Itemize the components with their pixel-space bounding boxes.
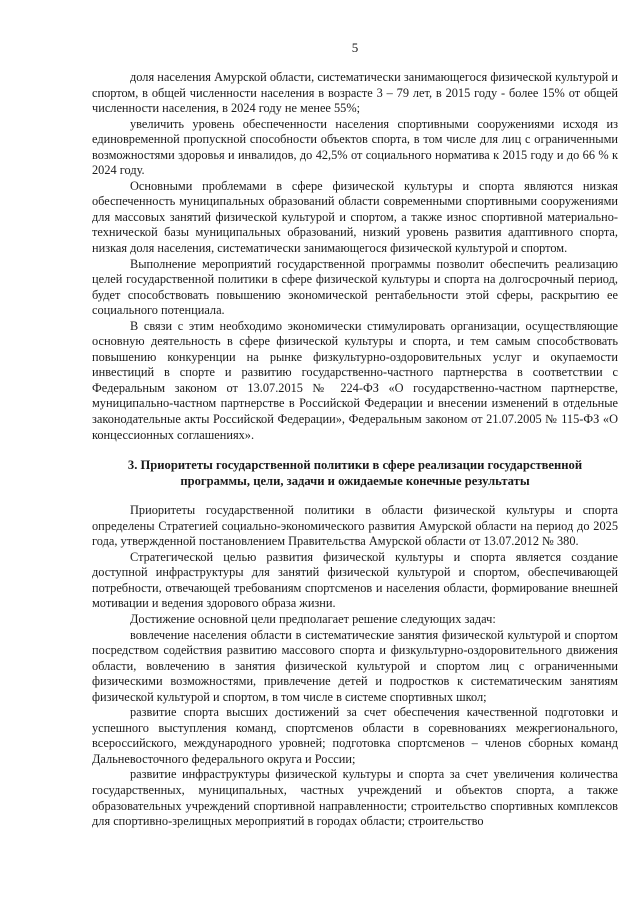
paragraph-priorities-strategy: Приоритеты государственной политики в области физической культуры и спорта определены Стратегией социально-экономического развития Амурской области на период до 2025 года, утвержденной постановлением Правительства Амурской области от 13.07.2012 № 380.: [92, 503, 618, 549]
paragraph-main-problems: Основными проблемами в сфере физической культуры и спорта являются низкая обеспеченность муниципальных образований области современными спортивными сооружениями для массовых занятий физической культурой и спортом, а также износ спортивной материально-технической базы муниципальных образований, низкий уровень развития адаптивного спорта, низкая доля населения, систематически занимающегося физической культурой и спортом.: [92, 178, 618, 256]
paragraph-task-mass-sport: вовлечение населения области в систематические занятия физической культурой и спортом посредством содействия развитию массового спорта и физкультурно-оздоровительного движения области, вовлечению в занятия физической культурой и спортом лиц с ограниченными физическими возможностями, привлечение детей и подростков к систематическим занятиям физической культурой и спортом, в том числе в системе спортивных школ;: [92, 627, 618, 704]
intro-section: [92, 70, 618, 443]
section-heading: 3. Приоритеты государственной политики в сфере реализации государственной программы, цели, задачи и ожидаемые конечные результаты: [127, 458, 583, 489]
paragraph-facilities-level: увеличить уровень обеспеченности населения спортивными сооружениями исходя из единовременной пропускной способности объектов спорта, в том числе для лиц с ограниченными возможностями здоровья и инвалидов, до 42,5% от социального норматива к 2015 году и до 66 % к 2024 году.: [92, 116, 618, 178]
paragraph-economic-stimulus: В связи с этим необходимо экономически стимулировать организации, осуществляющие основную деятельность в сфере физической культуры и спорта, и тем самым способствовать повышению конкуренции на рынке физкультурно-оздоровительных услуг и окупаемости инвестиций в спорте и развитию государственно-частного партнерства в соответствии с Федеральным законом от 13.07.2015 № 224-ФЗ «О государственно-частном партнерстве, муниципально-частном партнерстве в Российской Федерации и внесении изменений в отдельные законодательные акты Российской Федерации», Федеральным законом от 21.07.2005 № 115-ФЗ «О концессионных соглашениях».: [92, 318, 618, 442]
paragraph-task-high-achievement: развитие спорта высших достижений за счет обеспечения качественной подготовки и успешного выступления команд, спортсменов области в соревнованиях межрегионального, всероссийского, международного уровней; подготовка спортсменов – членов сборных команд Дальневосточного федерального округа и России;: [92, 705, 618, 766]
page-number: 5: [351, 40, 359, 55]
paragraph-task-infrastructure: развитие инфраструктуры физической культуры и спорта за счет увеличения количества государственных, муниципальных, частных учреждений и объектов спорта, а также образовательных учреждений спортивной направленности; строительство спортивных комплексов для спортивно-зрелищных мероприятий в городах области; строительство: [92, 767, 618, 829]
paragraph-population-share: доля населения Амурской области, систематически занимающегося физической культурой и спортом, в общей численности населения в возрасте 3 – 79 лет, в 2015 году - более 15% от общей численности населения, в 2024 году не менее 55%;: [92, 70, 618, 116]
paragraph-strategic-goal: Стратегической целью развития физической культуры и спорта является создание доступной инфраструктуры для занятий физической культурой и спортом, обеспечивающей потребности, отвечающей требованиям спортсменов и населения области, формирование внешней мотивации и ведения здорового образа жизни.: [92, 549, 618, 611]
paragraph-tasks-intro: Достижение основной цели предполагает решение следующих задач:: [130, 611, 496, 626]
paragraph-program-outcomes: Выполнение мероприятий государственной программы позволит обеспечить реализацию целей государственной политики в сфере физической культуры и спорта на долгосрочный период, будет способствовать повышению экономической рентабельности этой сферы, раскрытию ее социального потенциала.: [92, 256, 618, 318]
priorities-section: [92, 503, 618, 829]
